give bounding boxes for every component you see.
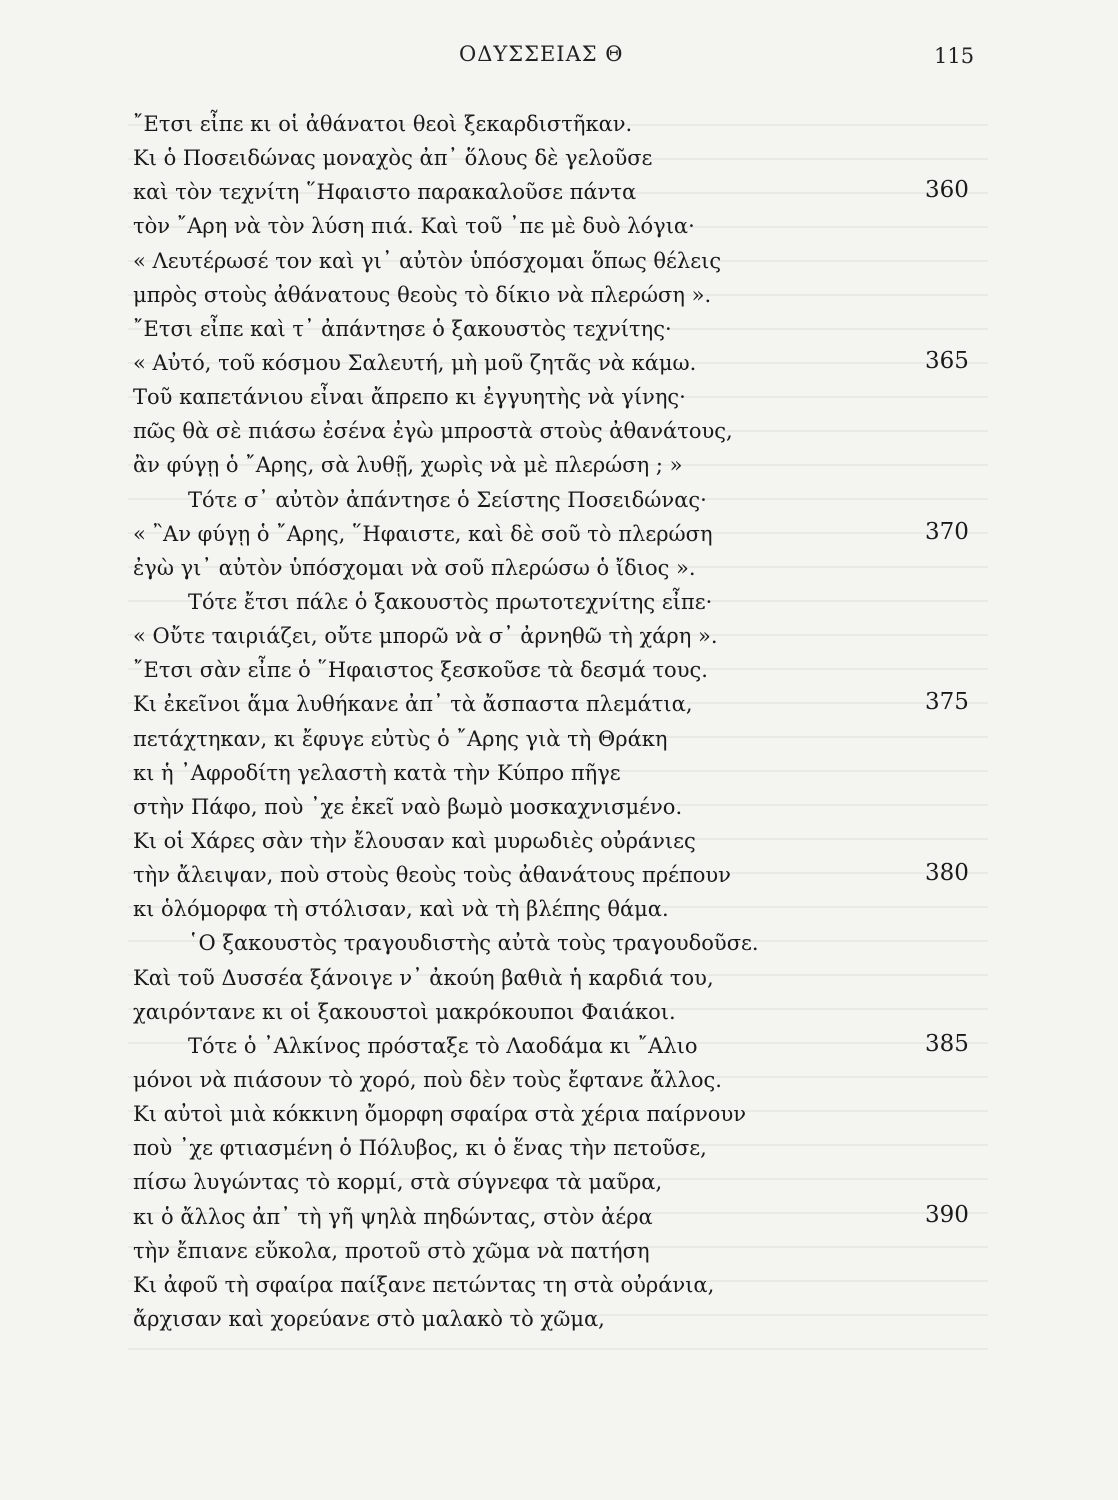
running-head-title: ΟΔΥΣΣΕΙΑΣ Θ	[459, 42, 624, 66]
verse-line	[0, 279, 1118, 313]
verse-text: Τοῦ καπετάνιου εἶναι ἄπρεπο κι ἐγγυητὴς νὰ γίνης·	[133, 385, 686, 410]
verse-line	[0, 962, 1118, 996]
verse-text: Κι αὐτοὶ μιὰ κόκκινη ὄμορφη σφαίρα στὰ χέρια παίρνουν	[133, 1102, 746, 1127]
running-head	[0, 42, 1118, 74]
verse-text: Κι ἀφοῦ τὴ σφαίρα παίξανε πετώντας τη στὰ οὐράνια,	[133, 1272, 715, 1297]
verse-text: τὸν ῎Αρη νὰ τὸν λύση πιά. Καὶ τοῦ ᾽πε μὲ δυὸ λόγια·	[133, 214, 695, 239]
verse-line	[0, 688, 1118, 722]
line-number: 365	[925, 347, 969, 374]
verse-text: τὴν ἄλειψαν, ποὺ στοὺς θεοὺς τοὺς ἀθανάτους πρέπουν	[133, 863, 731, 888]
line-number: 380	[925, 860, 969, 887]
verse-text: Τότε σ᾽ αὐτὸν ἀπάντησε ὁ Σείστης Ποσειδώνας·	[188, 487, 707, 512]
verse-text: Κι οἱ Χάρες σὰν τὴν ἔλουσαν καὶ μυρωδιὲς οὐράνιες	[133, 828, 696, 853]
page-number: 115	[934, 44, 975, 68]
verse-line	[0, 176, 1118, 210]
verse-line	[0, 620, 1118, 654]
verse-text: « Οὔτε ταιριάζει, οὔτε μπορῶ νὰ σ᾽ ἀρνηθῶ τὴ χάρη ».	[133, 624, 718, 649]
verse-line	[0, 108, 1118, 142]
line-number: 360	[925, 177, 969, 204]
verse-text: ῎Ετσι εἶπε καὶ τ᾽ ἀπάντησε ὁ ξακουστὸς τεχνίτης·	[133, 316, 672, 341]
line-number: 375	[925, 689, 969, 716]
verse-text: μπρὸς στοὺς ἀθάνατους θεοὺς τὸ δίκιο νὰ πλερώση ».	[133, 282, 712, 307]
verse-text: ποὺ ᾽χε φτιασμένη ὁ Πόλυβος, κι ὁ ἕνας τὴν πετοῦσε,	[133, 1136, 707, 1161]
verse-line	[0, 518, 1118, 552]
verse-line	[0, 552, 1118, 586]
verse-line	[0, 1269, 1118, 1303]
verse-text: καὶ τὸν τεχνίτη ῞Ηφαιστο παρακαλοῦσε πάντα	[133, 180, 637, 205]
verse-text: χαιρόντανε κι οἱ ξακουστοὶ μακρόκουποι Φαιάκοι.	[133, 999, 676, 1024]
verse-text: τὴν ἔπιανε εὔκολα, προτοῦ στὸ χῶμα νὰ πατήση	[133, 1238, 650, 1263]
verse-text: Τότε ὁ ᾽Αλκίνος πρόσταξε τὸ Λαοδάμα κι ῎Αλιο	[188, 1033, 698, 1058]
verse-text: ἐγὼ γι᾽ αὐτὸν ὑπόσχομαι νὰ σοῦ πλερώσω ὁ ἴδιος ».	[133, 555, 696, 580]
verse-text: πίσω λυγώντας τὸ κορμί, στὰ σύγνεφα τὰ μαῦρα,	[133, 1170, 663, 1195]
verse-line	[0, 142, 1118, 176]
verse-line	[0, 1098, 1118, 1132]
verse-line	[0, 1064, 1118, 1098]
verse-text: Τότε ἔτσι πάλε ὁ ξακουστὸς πρωτοτεχνίτης εἶπε·	[188, 589, 713, 614]
verse-text: Καὶ τοῦ Δυσσέα ξάνοιγε ν᾽ ἀκούη βαθιὰ ἡ καρδιά του,	[133, 965, 714, 990]
verse-line	[0, 791, 1118, 825]
verse-block	[0, 108, 1118, 1337]
verse-line	[0, 210, 1118, 244]
verse-line	[0, 1030, 1118, 1064]
verse-line	[0, 723, 1118, 757]
verse-text: κι ἡ ᾽Αφροδίτη γελαστὴ κατὰ τὴν Κύπρο πῆγε	[133, 760, 621, 785]
verse-line	[0, 484, 1118, 518]
verse-text: ἂν φύγῃ ὁ ῎Αρης, σὰ λυθῇ, χωρὶς νὰ μὲ πλερώση ; »	[133, 453, 683, 478]
line-number: 370	[925, 518, 969, 545]
line-number: 385	[925, 1030, 969, 1057]
verse-line	[0, 586, 1118, 620]
verse-text: κι ὁλόμορφα τὴ στόλισαν, καὶ νὰ τὴ βλέπης θάμα.	[133, 897, 669, 922]
verse-text: ῎Ετσι εἶπε κι οἱ ἀθάνατοι θεοὶ ξεκαρδιστῆκαν.	[133, 112, 633, 136]
verse-line	[0, 381, 1118, 415]
verse-line	[0, 654, 1118, 688]
line-number: 390	[925, 1201, 969, 1228]
verse-text: Κι ὁ Ποσειδώνας μοναχὸς ἀπ᾽ ὅλους δὲ γελοῦσε	[133, 146, 653, 171]
verse-line	[0, 415, 1118, 449]
verse-line	[0, 449, 1118, 483]
verse-line	[0, 1235, 1118, 1269]
verse-text: Κι ἐκεῖνοι ἅμα λυθήκανε ἀπ᾽ τὰ ἄσπαστα πλεμάτια,	[133, 692, 693, 717]
verse-line	[0, 1166, 1118, 1200]
verse-text: πῶς θὰ σὲ πιάσω ἐσένα ἐγὼ μπροστὰ στοὺς ἀθανάτους,	[133, 419, 733, 444]
verse-line	[0, 825, 1118, 859]
verse-line	[0, 859, 1118, 893]
verse-line	[0, 347, 1118, 381]
verse-line	[0, 893, 1118, 927]
verse-text: « Αὐτό, τοῦ κόσμου Σαλευτή, μὴ μοῦ ζητᾶς νὰ κάμω.	[133, 350, 697, 375]
verse-line	[0, 927, 1118, 961]
verse-text: ῾Ο ξακουστὸς τραγουδιστὴς αὐτὰ τοὺς τραγουδοῦσε.	[188, 931, 759, 956]
verse-line	[0, 996, 1118, 1030]
verse-line	[0, 757, 1118, 791]
verse-text: ἄρχισαν καὶ χορεύανε στὸ μαλακὸ τὸ χῶμα,	[133, 1306, 605, 1331]
verse-text: ῎Ετσι σὰν εἶπε ὁ ῞Ηφαιστος ξεσκοῦσε τὰ δεσμά τους.	[133, 658, 708, 683]
verse-line	[0, 313, 1118, 347]
verse-line	[0, 245, 1118, 279]
verse-text: κι ὁ ἄλλος ἀπ᾽ τὴ γῆ ψηλὰ πηδώντας, στὸν ἀέρα	[133, 1204, 653, 1229]
verse-text: « ῍Αν φύγῃ ὁ ῎Αρης, ῞Ηφαιστε, καὶ δὲ σοῦ τὸ πλερώση	[133, 521, 713, 546]
verse-text: στὴν Πάφο, ποὺ ᾽χε ἐκεῖ ναὸ βωμὸ μοσκαχνισμένο.	[133, 794, 683, 819]
verse-text: μόνοι νὰ πιάσουν τὸ χορό, ποὺ δὲν τοὺς ἔφτανε ἄλλος.	[133, 1067, 722, 1092]
verse-line	[0, 1303, 1118, 1337]
verse-text: « Λευτέρωσέ τον καὶ γι᾽ αὐτὸν ὑπόσχομαι ὅπως θέλεις	[133, 248, 722, 273]
verse-text: πετάχτηκαν, κι ἔφυγε εὐτὺς ὁ ῎Αρης γιὰ τὴ Θράκη	[133, 726, 668, 751]
verse-line	[0, 1132, 1118, 1166]
verse-line	[0, 1201, 1118, 1235]
